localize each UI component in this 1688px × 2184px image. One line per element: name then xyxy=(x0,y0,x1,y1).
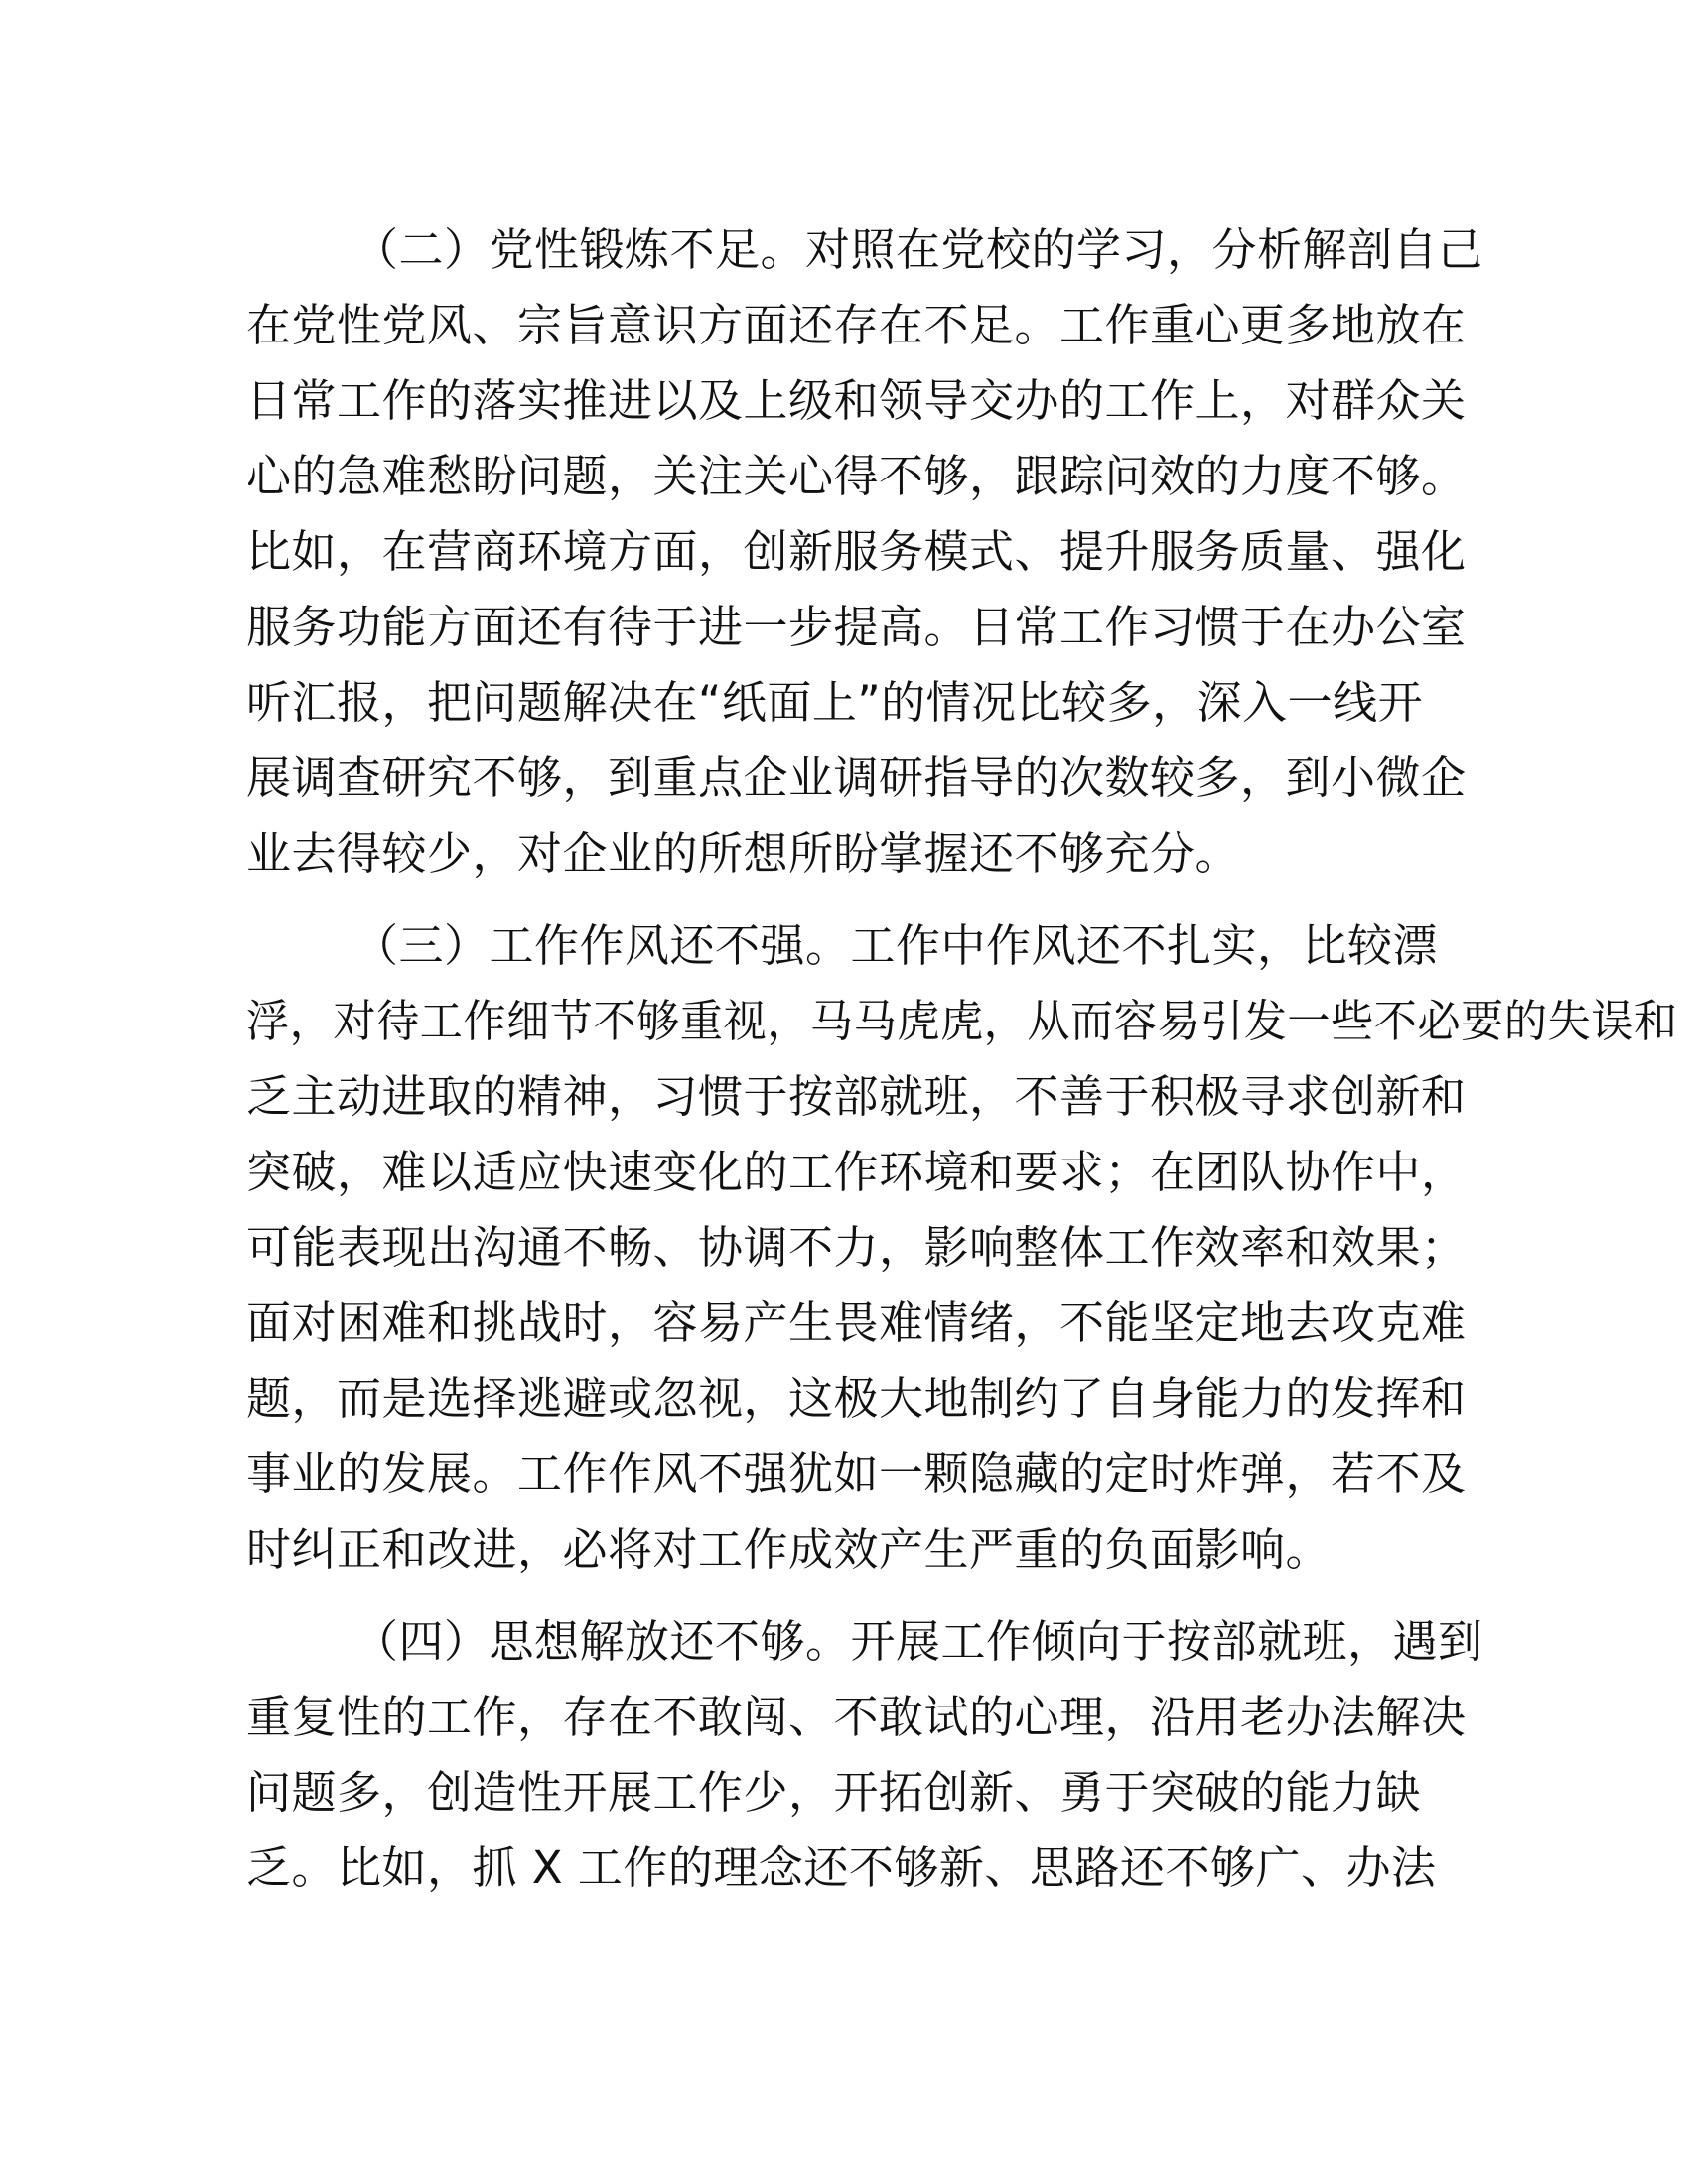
paragraph-line: 事业的发展。工作作风不强犹如一颗隐藏的定时炸弹，若不及 xyxy=(246,1447,1467,1500)
paragraph-line: 乏主动进取的精神，习惯于按部就班，不善于积极寻求创新和 xyxy=(246,1070,1467,1123)
paragraph-line: （三）工作作风还不强。工作中作风还不扎实，比较漂 xyxy=(353,919,1439,972)
paragraph-line: 展调查研究不够，到重点企业调研指导的次数较多，到小微企 xyxy=(246,751,1467,804)
paragraph-line: 业去得较少，对企业的所想所盼掌握还不够充分。 xyxy=(246,827,1241,880)
paragraph-line: 日常工作的落实推进以及上级和领导交办的工作上，对群众关 xyxy=(246,374,1467,427)
paragraph-line: （二）党性锻炼不足。对照在党校的学习，分析解剖自己 xyxy=(353,223,1483,276)
paragraph-line: 问题多，创造性开展工作少，开拓创新、勇于突破的能力缺 xyxy=(246,1766,1422,1819)
paragraph-line: 在党性党风、宗旨意识方面还存在不足。工作重心更多地放在 xyxy=(246,299,1467,351)
paragraph-line: 浮，对待工作细节不够重视，马马虎虎，从而容易引发一些不必要的失误和 xyxy=(246,995,1678,1047)
paragraph-line: 乏。比如，抓 X 工作的理念还不够新、思路还不够广、办法 xyxy=(246,1842,1437,1894)
paragraph-line: 心的急难愁盼问题，关注关心得不够，跟踪问效的力度不够。 xyxy=(246,450,1467,502)
paragraph-line: 面对困难和挑战时，容易产生畏难情绪，不能坚定地去攻克难 xyxy=(246,1297,1467,1349)
paragraph-line: 时纠正和改进，必将对工作成效产生严重的负面影响。 xyxy=(246,1523,1332,1575)
paragraph-line: 重复性的工作，存在不敢闯、不敢试的心理，沿用老办法解决 xyxy=(246,1691,1467,1743)
paragraph-line: 突破，难以适应快速变化的工作环境和要求；在团队协作中， xyxy=(246,1146,1467,1198)
paragraph-line: 服务功能方面还有待于进一步提高。日常工作习惯于在办公室 xyxy=(246,601,1467,653)
paragraph-line: 可能表现出沟通不畅、协调不力，影响整体工作效率和效果； xyxy=(246,1221,1467,1274)
paragraph-line: 题，而是选择逃避或忽视，这极大地制约了自身能力的发挥和 xyxy=(246,1372,1467,1425)
paragraph-line: （四）思想解放还不够。开展工作倾向于按部就班，遇到 xyxy=(353,1615,1483,1668)
paragraph-line: 听汇报，把问题解决在“纸面上”的情况比较多，深入一线开 xyxy=(246,676,1424,729)
paragraph-line: 比如，在营商环境方面，创新服务模式、提升服务质量、强化 xyxy=(246,525,1467,578)
